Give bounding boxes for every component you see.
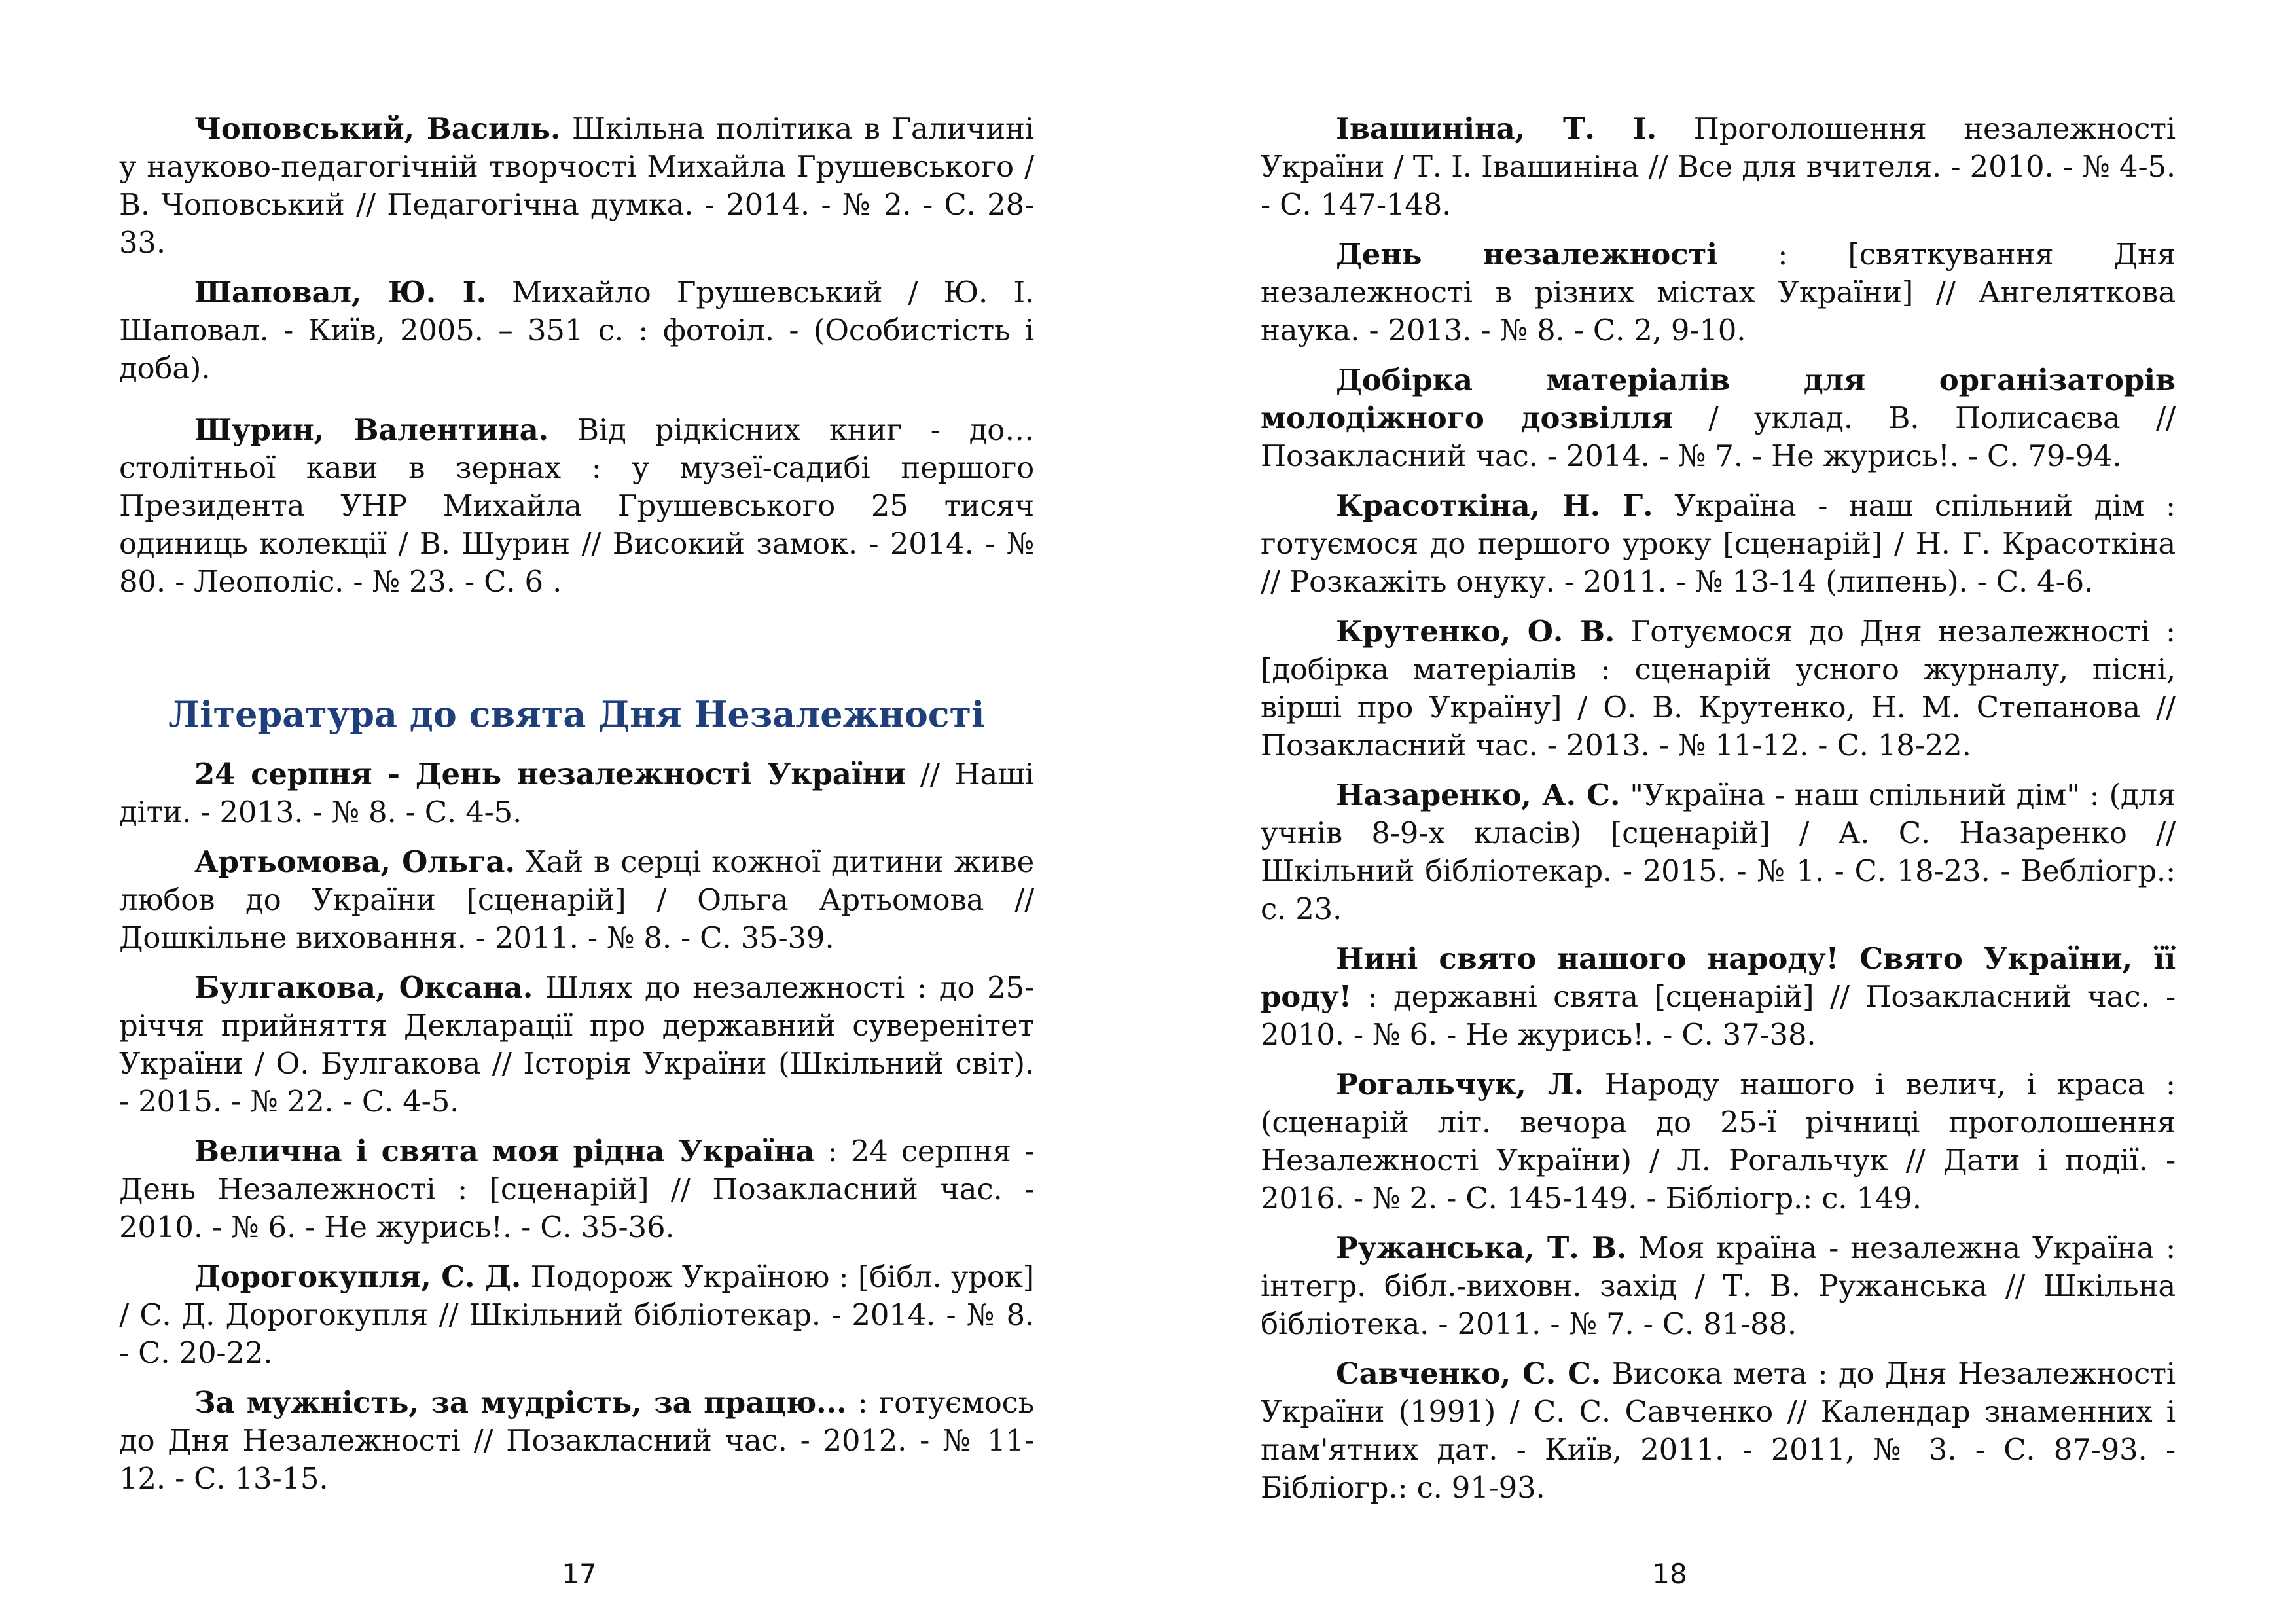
bib-entry (1261, 1229, 2176, 1343)
entry-author: Ружанська, Т. В. (1336, 1231, 1627, 1265)
entry-text: Моя країна - незалежна Україна : інтегр. бібл.-виховн. захід / Т. В. Ружанська // Шкільна бібліотека. - 2011. - № 7. - С. 81-88. (1261, 1231, 2176, 1341)
entry-text: : 24 серпня - День Незалежності : [сценарій] // Позакласний час. - 2010. - № 6. - Не журись!. - С. 35-36. (119, 1134, 1035, 1244)
bib-entry (119, 755, 1034, 831)
entry-author: Красоткіна, Н. Г. (1336, 488, 1653, 523)
entry-text: / уклад. В. Полисаєва // Позакласний час. - 2014. - № 7. - Не журись!. - С. 79-94. (1261, 401, 2176, 473)
bib-entry (119, 411, 1034, 601)
entry-text: // Наші діти. - 2013. - № 8. - С. 4-5. (119, 757, 1034, 829)
left-column (119, 110, 1034, 1509)
entry-author: Дорогокупля, С. Д. (194, 1259, 522, 1294)
entry-author: Нині свято нашого народу! Свято України, її роду! (1261, 941, 2176, 1014)
bib-entry (1261, 487, 2176, 601)
bib-entry (119, 110, 1034, 262)
bib-entry (1261, 1066, 2176, 1218)
entry-author: Добірка матеріалів для організаторів молодіжного дозвілля (1261, 363, 2176, 435)
right-column (1261, 110, 2176, 1519)
entry-author: Шаповал, Ю. І. (194, 275, 486, 310)
entry-text: Шлях до незалежності : до 25-річчя прийняття Декларації про державний суверенітет України / О. Булгакова // Історія України (Шкільний світ). - 2015. - № 22. - С. 4-5. (119, 970, 1034, 1119)
bib-entry (1261, 776, 2176, 928)
entry-text: Від рідкісних книг - до… столітньої кави в зернах : у музеї-садибі першого Президента УНР Михайла Грушевського 25 тисяч одиниць колекції / В. Шурин // Високий замок. - 2014. - № 80. - Леополіс. - № 23. - С. 6 . (119, 412, 1034, 599)
bib-entry (1261, 361, 2176, 475)
entry-text: Україна - наш спільний дім : готуємося до першого уроку [сценарій] / Н. Г. Красоткіна // Розкажіть онуку. - 2011. - № 13-14 (липень). - С. 4-6. (1261, 488, 2176, 599)
bib-entry (1261, 110, 2176, 224)
entry-author: Назаренко, А. С. (1336, 778, 1621, 812)
bib-entry (1261, 236, 2176, 350)
entry-author: Крутенко, О. В. (1336, 614, 1615, 649)
bib-entry (119, 1384, 1034, 1498)
entry-text: Хай в серці кожної дитини живе любов до України [сценарій] / Ольга Артьомова // Дошкільне виховання. - 2011. - № 8. - С. 35-39. (119, 844, 1034, 955)
entry-author: Рогальчук, Л. (1336, 1067, 1584, 1102)
entry-text: Подорож Україною : [бібл. урок] / С. Д. Дорогокупля // Шкільний бібліотекар. - 2014. - № 8. - С. 20-22. (119, 1259, 1035, 1370)
entry-author: Велична і свята моя рідна Україна (194, 1134, 815, 1168)
bib-entry (119, 969, 1034, 1121)
bib-entry (119, 274, 1034, 388)
entry-text: Народу нашого і велич, і краса : (сценарій літ. вечора до 25-ї річниці проголошення Незалежності України) / Л. Рогальчук // Дати і події. - 2016. - № 2. - С. 145-149. - Бібліогр.: с. 149. (1261, 1067, 2176, 1216)
entry-author: За мужність, за мудрість, за працю... (194, 1385, 847, 1420)
bib-entry (119, 1258, 1034, 1372)
section-title: Література до свята Дня Незалежності (168, 693, 985, 735)
page-number: 17 (562, 1558, 597, 1590)
bib-entry (1261, 613, 2176, 765)
page-number: 18 (1652, 1558, 1687, 1590)
entry-author: Чоповський, Василь. (194, 111, 561, 146)
entry-author: Савченко, С. С. (1336, 1356, 1602, 1391)
bib-entry (119, 843, 1034, 957)
bib-entry (1261, 940, 2176, 1054)
entry-author: Шурин, Валентина. (194, 412, 549, 447)
entry-author: Івашиніна, Т. І. (1336, 111, 1657, 146)
entry-text: "Україна - наш спільний дім" : (для учнів 8-9-х класів) [сценарій] / А. С. Назаренко // Шкільний бібліотекар. - 2015. - № 1. - С. 18-23. - Вебліогр.: с. 23. (1261, 778, 2176, 926)
spacer (119, 613, 1034, 691)
entry-author: Артьомова, Ольга. (194, 844, 515, 879)
entry-author: Булгакова, Оксана. (194, 970, 533, 1005)
entry-text: Готуємося до Дня незалежності : [добірка матеріалів : сценарій усного журналу, пісні, вірші про Україну] / О. В. Крутенко, Н. М. Степанова // Позакласний час. - 2013. - № 11-12. - С. 18-22. (1261, 614, 2176, 763)
entry-text: : готуємось до Дня Незалежності // Позакласний час. - 2012. - № 11-12. - С. 13-15. (119, 1385, 1034, 1496)
entry-text: Михайло Грушевський / Ю. І. Шаповал. - Київ, 2005. – 351 с. : фотоіл. - (Особистість і доба). (119, 275, 1035, 386)
entry-author: 24 серпня - День незалежності України (194, 757, 906, 791)
entry-text: : державні свята [сценарій] // Позакласний час. - 2010. - № 6. - Не журись!. - С. 37-38. (1261, 979, 2176, 1052)
right-page (1148, 0, 2296, 1624)
entry-text: Проголошення незалежності України / Т. І. Івашиніна // Все для вчителя. - 2010. - № 4-5. - С. 147-148. (1261, 111, 2176, 222)
entry-text: Висока мета : до Дня Незалежності України (1991) / С. С. Савченко // Календар знаменних і пам'ятних дат. - Київ, 2011. - 2011, № 3. - С. 87-93. - Бібліогр.: с. 91-93. (1261, 1356, 2176, 1505)
bib-entry (119, 1132, 1034, 1246)
spacer (119, 399, 1034, 411)
entry-author: День незалежності (1336, 237, 1718, 272)
bib-entry (1261, 1355, 2176, 1507)
entry-text: : [святкування Дня незалежності в різних містах України] // Ангеляткова наука. - 2013. - № 8. - С. 2, 9-10. (1261, 237, 2176, 348)
entry-text: Шкільна політика в Галичині у науково-педагогічній творчості Михайла Грушевського / В. Чоповський // Педагогічна думка. - 2014. - № 2. - С. 28-33. (119, 111, 1034, 260)
